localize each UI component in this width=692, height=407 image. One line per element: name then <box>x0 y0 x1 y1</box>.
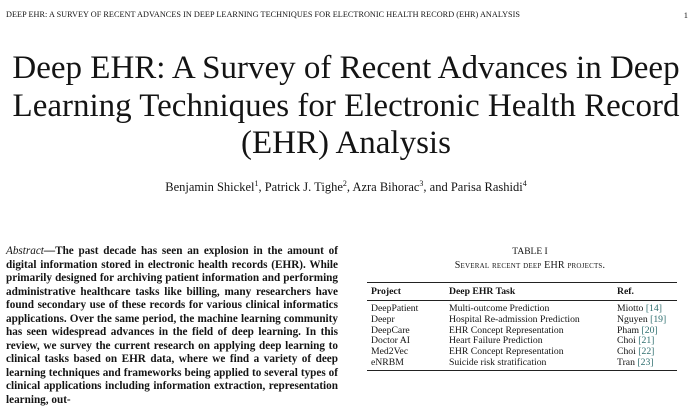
cell-project: eNRBM <box>367 358 445 370</box>
cell-task: Heart Failure Prediction <box>449 335 543 347</box>
author-affiliation: 2 <box>342 179 347 188</box>
author-name: Azra Bihorac <box>352 180 420 194</box>
cell-project: DeepPatient <box>371 303 419 314</box>
ref-author: Choi <box>617 335 636 347</box>
running-head: DEEP EHR: A SURVEY OF RECENT ADVANCES IN DEEP LEARNING TECHNIQUES FOR ELECTRONIC HEALTH RECORD (EHR) ANALYSIS <box>6 10 521 19</box>
table-row <box>367 358 677 370</box>
cell-ref <box>613 301 677 315</box>
author-name: Patrick J. Tighe <box>264 180 343 194</box>
citation-link[interactable]: [20] <box>641 324 658 336</box>
abstract <box>6 245 338 407</box>
cell-project: Med2Vec <box>371 346 409 358</box>
citation-link[interactable]: [21] <box>638 335 655 347</box>
citation-link[interactable]: [19] <box>650 313 667 325</box>
ref-author: Miotto <box>617 303 644 314</box>
ref-author: Pham <box>617 324 640 336</box>
author-name: Benjamin Shickel <box>165 180 255 194</box>
citation-link[interactable]: [14] <box>645 303 662 314</box>
table-row <box>367 301 677 315</box>
author-affiliation: 3 <box>419 179 424 188</box>
cell-task: EHR Concept Representation <box>449 346 564 358</box>
abstract-text: The past decade has seen an explosion in the amount of digital information stored in electronic health records (EHR). While primarily designed for archiving patient information and performing administrative healthcare tasks like billing, many researchers have found secondary use of these records for various clinical informatics applications. Over the same period, the machine learning community has seen widespread advances in the field of deep learning. In this review, we survey the current research on applying deep learning to clinical tasks based on EHR data, where we find a variety of deep learning techniques and frameworks being applied to several types of clinical applications including information extraction, representation learning, out- <box>6 245 338 406</box>
citation-link[interactable]: [23] <box>637 356 654 368</box>
title-line: (EHR) Analysis <box>241 125 451 161</box>
abstract-label: Abstract <box>6 245 44 257</box>
author-list <box>0 180 692 195</box>
abstract-dash: — <box>43 245 56 257</box>
author-name: Parisa Rashidi <box>450 180 523 194</box>
ref-author: Tran <box>617 356 635 368</box>
author-separator: , <box>346 180 353 194</box>
column-header-task: Deep EHR Task <box>445 283 613 301</box>
citation-link[interactable]: [22] <box>638 346 655 358</box>
table-label: TABLE I <box>512 247 548 257</box>
author-separator: , and <box>423 180 451 194</box>
author-affiliation: 1 <box>254 179 259 188</box>
projects-table <box>367 282 677 371</box>
cell-project: DeepCare <box>371 324 410 336</box>
title-line: Deep EHR: A Survey of Recent Advances in Deep <box>12 50 680 86</box>
author-separator: , <box>258 180 265 194</box>
cell-project: Doctor AI <box>371 335 411 347</box>
table-caption <box>370 246 690 272</box>
paper-title <box>0 50 692 163</box>
title-line: Learning Techniques for Electronic Health Record <box>12 87 680 124</box>
table-header-row <box>367 283 677 301</box>
ref-author: Choi <box>617 346 636 358</box>
column-header-ref: Ref. <box>613 283 677 301</box>
page-number: 1 <box>683 10 688 20</box>
cell-ref <box>613 358 677 370</box>
column-header-project: Project <box>367 283 445 301</box>
cell-task: EHR Concept Representation <box>449 324 564 336</box>
ref-author: Nguyen <box>617 313 648 325</box>
cell-project: Deepr <box>371 313 395 325</box>
cell-task: Multi-outcome Prediction <box>449 303 550 314</box>
cell-task: Hospital Re-admission Prediction <box>449 313 580 325</box>
cell-task: Suicide risk stratification <box>445 358 613 370</box>
table-subcaption: Several recent deep EHR projects. <box>454 260 606 271</box>
author-affiliation: 4 <box>522 179 527 188</box>
